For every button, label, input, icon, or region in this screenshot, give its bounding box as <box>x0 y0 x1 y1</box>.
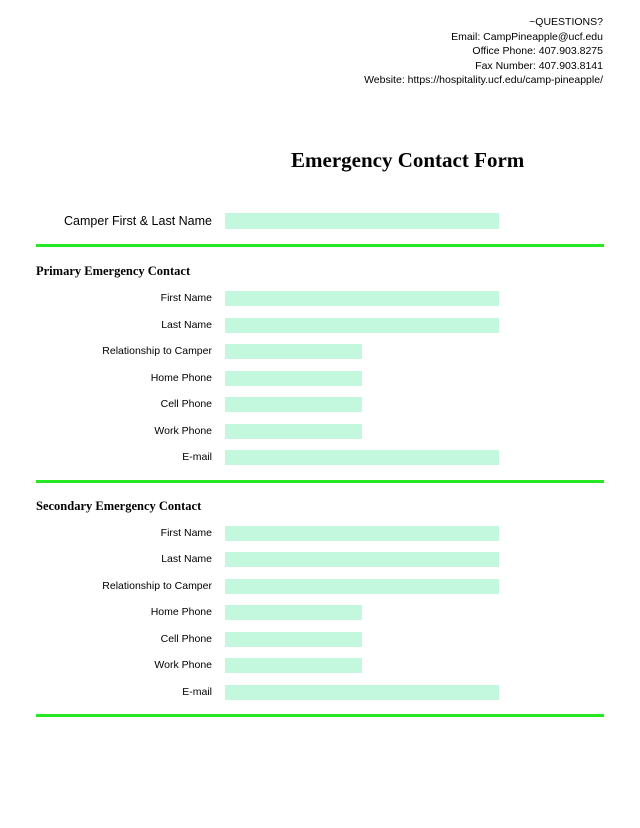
contact-website: Website: https://hospitality.ucf.edu/camp-pineapple/ <box>364 74 603 87</box>
primary-section-heading: Primary Emergency Contact <box>36 264 191 278</box>
secondary-first-name-field[interactable] <box>225 526 499 541</box>
primary-home-phone-field[interactable] <box>225 371 362 386</box>
primary-work-phone-label: Work Phone <box>154 425 212 437</box>
camper-name-field[interactable] <box>225 213 499 229</box>
section-divider-bottom <box>36 714 604 717</box>
primary-home-phone-label: Home Phone <box>150 372 212 384</box>
primary-last-name-field[interactable] <box>225 318 499 333</box>
contact-office-phone: Office Phone: 407.903.8275 <box>472 45 603 58</box>
primary-work-phone-field[interactable] <box>225 424 362 439</box>
primary-cell-phone-field[interactable] <box>225 397 362 412</box>
secondary-relationship-field[interactable] <box>225 579 499 594</box>
section-divider-middle <box>36 480 604 483</box>
secondary-email-label: E-mail <box>182 686 212 698</box>
secondary-home-phone-label: Home Phone <box>150 606 212 618</box>
contact-fax: Fax Number: 407.903.8141 <box>475 59 603 72</box>
primary-first-name-field[interactable] <box>225 291 499 306</box>
secondary-work-phone-field[interactable] <box>225 658 362 673</box>
secondary-last-name-label: Last Name <box>161 553 212 565</box>
contact-info-block <box>364 15 603 88</box>
secondary-cell-phone-field[interactable] <box>225 632 362 647</box>
contact-email: Email: CampPineapple@ucf.edu <box>451 30 603 43</box>
primary-first-name-label: First Name <box>160 292 212 304</box>
secondary-cell-phone-label: Cell Phone <box>160 633 212 645</box>
primary-cell-phone-label: Cell Phone <box>160 398 212 410</box>
secondary-last-name-field[interactable] <box>225 552 499 567</box>
secondary-home-phone-field[interactable] <box>225 605 362 620</box>
camper-name-label: Camper First & Last Name <box>64 214 212 228</box>
section-divider-top <box>36 244 604 247</box>
primary-last-name-label: Last Name <box>161 319 212 331</box>
primary-relationship-label: Relationship to Camper <box>102 345 212 357</box>
primary-relationship-field[interactable] <box>225 344 362 359</box>
questions-heading: ~QUESTIONS? <box>529 16 603 28</box>
secondary-section-heading: Secondary Emergency Contact <box>36 499 202 513</box>
secondary-email-field[interactable] <box>225 685 499 700</box>
primary-email-label: E-mail <box>182 451 212 463</box>
secondary-relationship-label: Relationship to Camper <box>102 580 212 592</box>
primary-email-field[interactable] <box>225 450 499 465</box>
form-title: Emergency Contact Form <box>291 148 525 172</box>
secondary-first-name-label: First Name <box>160 527 212 539</box>
secondary-work-phone-label: Work Phone <box>154 659 212 671</box>
